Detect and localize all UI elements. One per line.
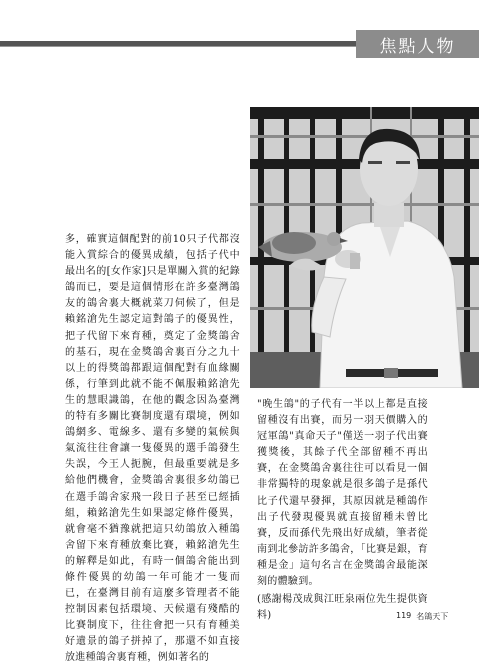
header-rule-thin xyxy=(0,46,356,47)
page-footer xyxy=(396,611,448,622)
photo-credit: (感謝楊茂成與江旺泉兩位先生提供資料) xyxy=(257,594,428,622)
publication-name: 名鴿天下 xyxy=(416,612,449,621)
article-paragraph-left: 多，確實這個配對的前10只子代都沒能入賞綜合的優異成績，包括子代中最出名的[女作家]只是單關入賞的紀錄鴿而已，要是這個情形在許多臺灣鴿友的鴿舍裏大概就菜刀伺候了，但是賴銘滄先生認定這對鴿子的優異性，把子代留下來育種，奠定了金獎鴿舍的基石，現在金獎鴿舍裏百分之九十以上的得獎鴿都跟這個配對有血緣關係，行筆到此就不能不佩服賴銘滄先生的慧眼識鴿，在他的觀念因為臺灣的特有多關比賽制度還有環境，例如鴿網多、電線多、還有多變的氣候與氣流往往會讓一隻優異的選手鴿發生失誤，今王人扼腕，但最重要就是多給他們機會，金獎鴿舍裏很多幼鴿已在選手鴿舍家飛一段日子甚至已經插組，賴銘滄先生如果認定條件優異，就會毫不猶豫就把這只幼鴿放入種鴿舍留下來育種放棄比賽，賴銘滄先生的解釋是如此，有時一個鴿舍能出到條件優異的幼鴿一年可能才一隻而已，在臺灣目前有這麼多管理者不能控制因素包括環境、天候還有殘酷的比賽制度下，往往會把一只有育種美好遺景的鴿子拼掉了，那還不如直接放進種鴿舍裏育種，例如著名的 xyxy=(65,234,240,664)
portrait-photo xyxy=(250,107,479,388)
section-title: 焦點人物 xyxy=(356,30,479,58)
page-number: 119 xyxy=(396,611,412,620)
article-left-column xyxy=(65,232,240,667)
article-right-column xyxy=(257,397,428,624)
article-paragraph-right: "晚生鴿"的子代有一半以上都是直接留種沒有出賽，而另一羽天價購入的冠軍鴿"真命天子"僅送一羽子代出賽獲獎後，其餘子代全部留種不再出賽，在金獎鴿舍裏往往可以看見一個非常獨特的現象就是很多鴿子是孫代比子代還早發揮，其原因就是種鴿作出子代發現優異就直接留種未曾比賽，反而孫代先飛出好成績，筆者從南到北參訪許多鴿舍，「比賽是銀，育種是金」這句名言在金獎鴿舍最能深刻的體驗到。 xyxy=(257,399,428,588)
